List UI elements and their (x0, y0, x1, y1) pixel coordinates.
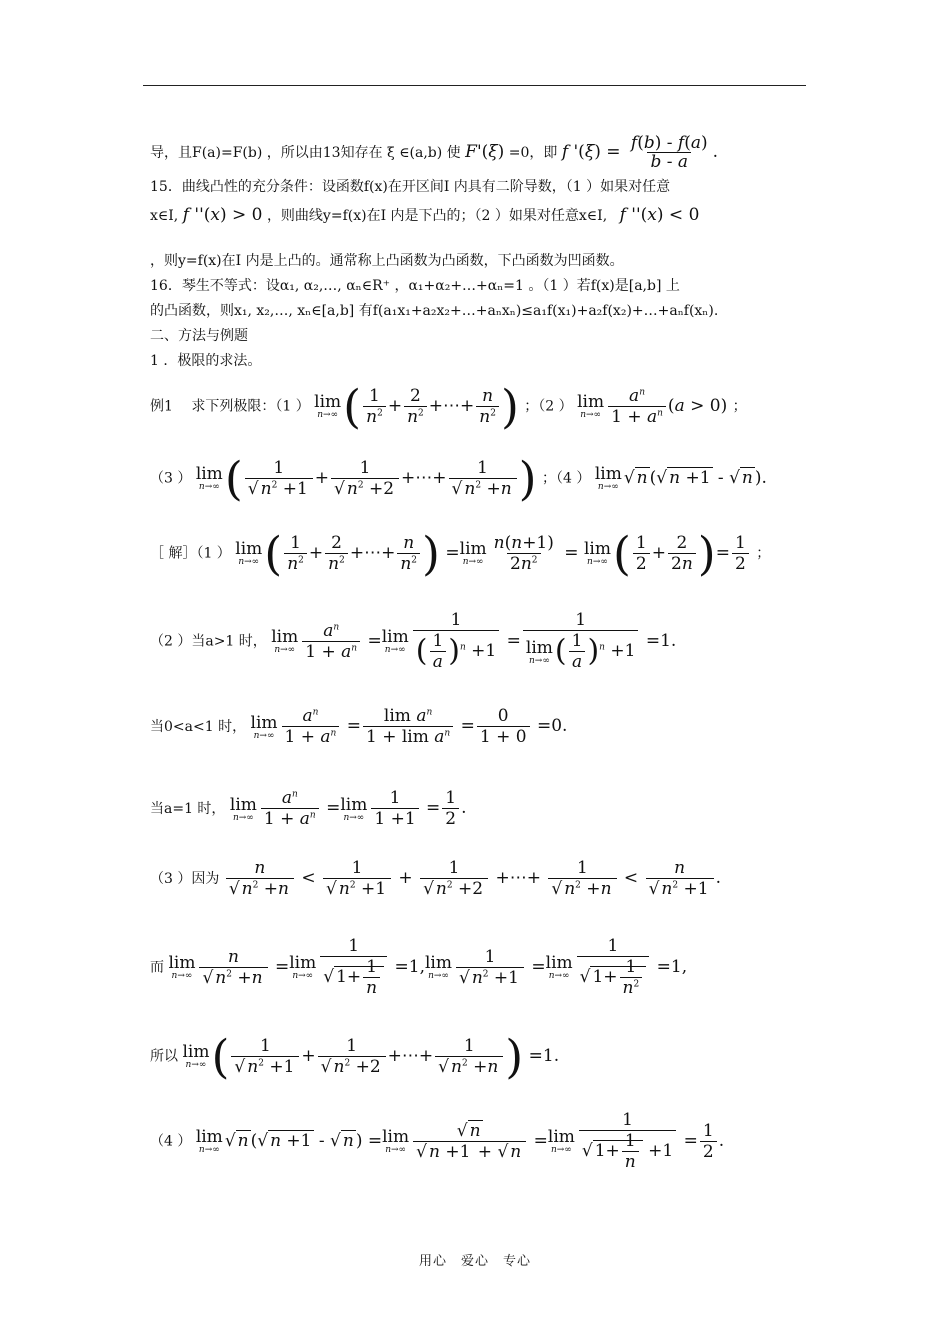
solution-2-a-lt-1: 当0<a<1 时， lim n→∞ $\frac{a^n}{1 + a^n}$ = $\frac{\lim a^n}{1 + \lim a^n}$ = $\frac{0}{1 + 0}$ =0. (150, 706, 568, 747)
text-line-5: 16．琴生不等式：设α₁, α₂,…, αₙ∈R⁺ ，α₁+α₂+…+αₙ=1 。（1 ）若f(x)是[a,b] 上 (150, 278, 680, 294)
ex1-label: 例1 求下列极限：（1 ） (150, 398, 310, 415)
solution-2-a-eq-1: 当a=1 时， lim n→∞ $\frac{a^n}{1 + a^n}$ = lim n→∞ $\frac{1}{1 +1}$ = $\frac{1}{2}$ . (150, 788, 467, 829)
ex1-part2-label: ；（2 ） (524, 398, 573, 415)
sol3-label: （3 ）因为 (150, 871, 220, 887)
f-prime-xi: F'(ξ) (465, 142, 505, 162)
subsection-heading: 1 ．极限的求法。 (150, 353, 262, 369)
solution-3-limits: 而 lim n→∞ $\frac{n}{√ n^2 +n}$ = lim n→∞ 1 √ 1+ $\frac{1}{n}$ =1, lim n→∞ $\frac{1}{√ n^2 +1}$ = lim n→∞ 1 √ 1+ $\frac{1}{n^2}$ =1, (150, 936, 688, 998)
example-1-line: 例1 求下列极限：（1 ） lim n→∞ ( $\frac{1}{n^2}$ + $\frac{2}{n^2}$ +⋯+ $\frac{n}{n^2}$ ) ；（2 ） lim n→∞ $\frac{a^n}{1 + a^n}$ (a > 0) ； (150, 379, 747, 433)
solution-3-conclusion: 所以 lim n→∞ ( $\frac{1}{√ n^2 +1}$ + $\frac{1}{√ n^2 +2}$ +⋯+ $\frac{1}{√ n^2 +n}$ ) =1. (150, 1029, 560, 1083)
line1-mid: =0，即 (508, 145, 558, 161)
line3-a: x∈I, (150, 208, 179, 224)
ex1-part4-label: ；（4 ） (542, 470, 591, 487)
sol3b-label: 而 (150, 959, 164, 976)
section-heading: 二、方法与例题 (150, 328, 248, 344)
example-1-line-2: （3 ） lim n→∞ ( $\frac{1}{√ n^2 +1}$ + $\frac{1}{√ n^2 +2}$ +⋯+ $\frac{1}{√ n^2 +n}$ ) ；（4 ） lim n→∞ √ n (√ n +1 - √ n ). (150, 451, 767, 505)
solution-1: ［ 解］（1 ） lim n→∞ ( $\frac{1}{n^2}$ + $\frac{2}{n^2}$ +⋯+ $\frac{n}{n^2}$ ) = lim n→∞ $\frac{n(n+1)}{2n^2}$ = lim n→∞ ( $\frac{1}{2}$ + $\frac{2}{2n}$ )= $\frac{1}{2}$ ； (150, 526, 771, 580)
text-line-4: ，则y=f(x)在I 内是上凸的。通常称上凸函数为凸函数，下凸函数为凹函数。 (150, 253, 624, 269)
text-line-1 (150, 134, 718, 171)
line3-b: ，则曲线y=f(x)在I 内是下凸的；（2 ）如果对任意x∈I, (266, 208, 608, 224)
sol2c-label: 当a=1 时， (150, 801, 226, 817)
header-rule (143, 85, 806, 86)
line1-text: 导，且F(a)=F(b) ，所以由13知存在 ξ ∈(a,b) 使 (150, 145, 461, 161)
second-derivative-negative: f ''(x) < 0 (619, 205, 700, 225)
solution-label: ［ 解］（1 ） (150, 545, 231, 562)
text-line-2: 15．曲线凸性的充分条件：设函数f(x)在开区间I 内具有二阶导数，（1 ）如果对任意 (150, 179, 671, 195)
second-derivative-positive: f ''(x) > 0 (182, 205, 263, 225)
ex1-part3-label: （3 ） (150, 470, 192, 487)
text-line-3 (150, 206, 699, 225)
solution-2-a-gt-1: （2 ）当a>1 时， lim n→∞ $\frac{a^n}{1 + a^n}$ = lim n→∞ 1 ( $\frac{1}{a}$ )$^n$ +1 = 1 lim n→∞ ( $\frac{1}{a}$ )$^n$ +1 =1. (150, 610, 677, 672)
page-footer: 用心 爱心 专心 (418, 1254, 531, 1269)
text-line-6: 的凸函数，则x₁, x₂,…, xₙ∈[a,b] 有f(a₁x₁+a₂x₂+…+aₙxₙ)≤a₁f(x₁)+a₂f(x₂)+…+aₙf(xₙ). (150, 303, 719, 319)
solution-4: （4 ） lim n→∞ √ n (√ n +1 - √ n ) = lim n→∞ $\frac{√ n}{√ n +1 + √ n}$ = lim n→∞ 1 √ 1+ $\frac{1}{n}$ +1 = $\frac{1}{2}$ . (150, 1110, 725, 1172)
solution-3: （3 ）因为 $\frac{n}{√ n^2 +n}$ < $\frac{1}{√ n^2 +1}$ + $\frac{1}{√ n^2 +2}$ +⋯+ $\frac{1}{√ n^2 +n}$ < $\frac{n}{√ n^2 +1}$ . (150, 858, 721, 899)
sol2-label: （2 ）当a>1 时， (150, 633, 267, 650)
mean-value-formula: f '(ξ) = $\frac{f(b) - f(a)}{b - a}$ . (561, 133, 719, 172)
sol2b-label: 当0<a<1 时， (150, 719, 247, 735)
sol3c-label: 所以 (150, 1048, 178, 1065)
sol4-label: （4 ） (150, 1133, 192, 1150)
